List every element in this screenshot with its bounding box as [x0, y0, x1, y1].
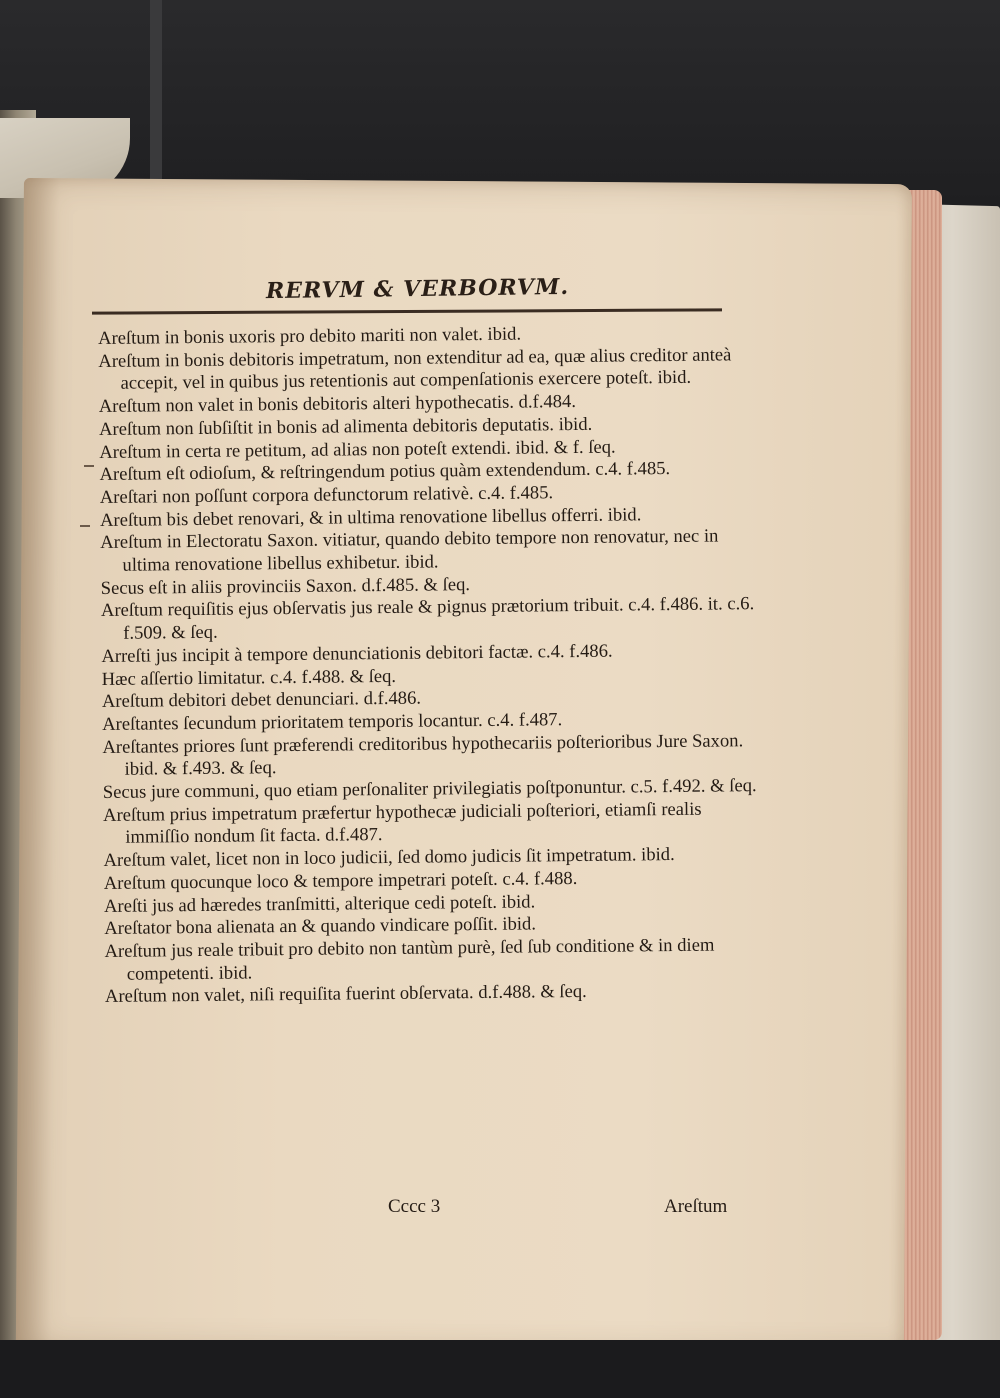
background-bottom	[0, 1340, 1000, 1398]
index-entry: Arreſti jus incipit à tempore denunciationis debitori factæ. c.4. f.486.	[101, 640, 613, 667]
index-entry: Areſtum eſt odioſum, & reſtringendum potius quàm extendendum. c.4. f.485.	[99, 458, 671, 486]
index-entry: Areſtum prius impetratum præfertur hypothecæ judiciali poſteriori, etiamſi realis immiſſio nondum ſit facta. d.f.487.	[102, 798, 702, 849]
index-entry: Areſtum in bonis debitoris impetratum, non extenditur ad ea, quæ alius creditor anteà accepit, vel in quibus jus retentionis aut compenſationis exercere poteſt. ibid.	[98, 344, 732, 395]
index-entry: Areſtari non poſſunt corpora defunctorum relativè. c.4. f.485.	[99, 482, 554, 508]
index-entry: Areſti jus ad hæredes tranſmitti, alterique cedi poteſt. ibid.	[103, 891, 536, 917]
margin-mark	[80, 525, 90, 527]
index-entry: Areſtator bona alienata an & quando vindicare poſſit. ibid.	[104, 913, 537, 940]
index-entries	[98, 321, 765, 1009]
background-strip	[150, 0, 162, 190]
index-entry: Areſtum bis debet renovari, & in ultima renovatione libellus offerri. ibid.	[99, 503, 642, 531]
index-entry: Secus eſt in aliis provinciis Saxon. d.f.485. & ſeq.	[100, 573, 471, 599]
index-entry: Areſtum non ſubſiſtit in bonis ad alimenta debitoris deputatis. ibid.	[98, 413, 593, 440]
index-entry: Areſtum quocunque loco & tempore impetrari poteſt. c.4. f.488.	[103, 867, 578, 894]
index-entry: Areſtum in Electoratu Saxon. vitiatur, quando debito tempore non renovatur, nec in ultima renovatione libellus exhibetur. ibid.	[100, 525, 719, 576]
index-entry: Areſtum non valet in bonis debitoris alteri hypothecatis. d.f.484.	[98, 391, 577, 418]
index-entry: Areſtum non valet, niſi requiſita fuerint obſervata. d.f.488. & ſeq.	[104, 981, 587, 1008]
index-entry: Areſtum in bonis uxoris pro debito mariti non valet. ibid.	[98, 323, 522, 349]
index-entry: Hæc aſſertio limitatur. c.4. f.488. & ſeq.	[101, 665, 397, 690]
index-entry: Areſtum jus reale tribuit pro debito non tantùm purè, ſed ſub conditione & in diem competenti. ibid.	[104, 934, 715, 985]
index-entry: Secus jure communi, quo etiam perſonaliter privilegiatis poſtponuntur. c.5. f.492. & ſeq.	[102, 775, 757, 804]
running-header: RERVM & VERBORVM.	[265, 273, 570, 305]
index-entry: Areſtantes priores ſunt præferendi creditoribus hypothecariis poſterioribus Jure Saxon. ibid. & f.493. & ſeq.	[102, 729, 744, 781]
catchword: Areſtum	[664, 1196, 728, 1217]
index-entry: Areſtantes ſecundum prioritatem temporis locantur. c.4. f.487.	[102, 709, 563, 735]
index-entry: Areſtum debitori debet denunciari. d.f.486.	[101, 687, 422, 713]
index-entry: Areſtum in certa re petitum, ad alias non poteſt extendi. ibid. & f. ſeq.	[99, 436, 616, 463]
index-entry: Areſtum requiſitis ejus obſervatis jus reale & pignus prætorium tribuit. c.4. f.486. it. c.6. f.509. & ſeq.	[100, 593, 755, 644]
margin-mark	[84, 465, 94, 467]
signature-mark: Cccc 3	[388, 1196, 441, 1217]
index-entry: Areſtum valet, licet non in loco judicii, ſed domo judicis ſit impetratum. ibid.	[103, 844, 675, 872]
